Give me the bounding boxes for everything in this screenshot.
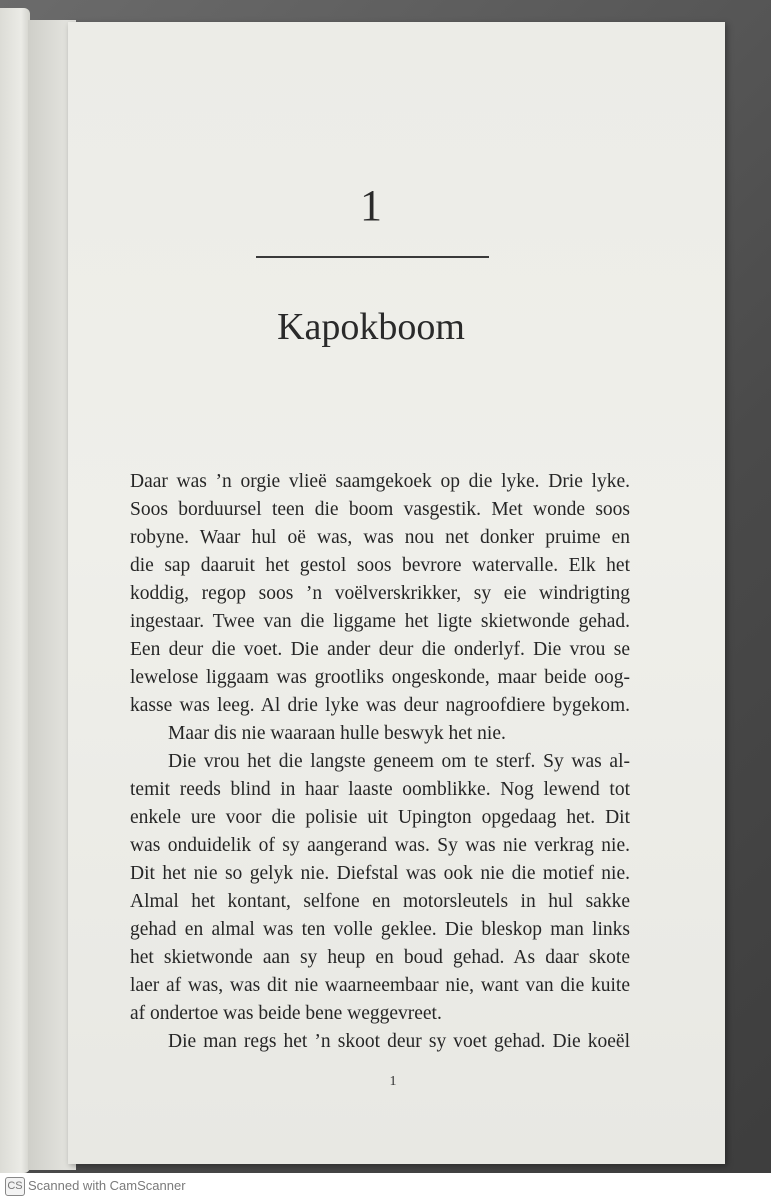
text-line: enkele ure voor die polisie uit Upington opgedaag het. Dit xyxy=(130,807,630,828)
chapter-title: Kapokboom xyxy=(277,306,465,348)
text-line: laer af was, was dit nie waarneembaar nie, want van die kuite xyxy=(130,975,630,996)
text-line: kasse was leeg. Al drie lyke was deur nagroofdiere bygekom. xyxy=(130,695,630,716)
text-line: die sap daaruit het gestol soos bevrore watervalle. Elk het xyxy=(130,555,630,576)
scanner-watermark-text: Scanned with CamScanner xyxy=(28,1178,186,1193)
book-page xyxy=(68,22,725,1164)
camscanner-logo-icon: CS xyxy=(5,1177,25,1196)
text-line: Die vrou het die langste geneem om te sterf. Sy was al- xyxy=(168,751,630,772)
scanner-watermark-bar xyxy=(0,1173,771,1200)
text-line: robyne. Waar hul oë was, was nou net donker pruime en xyxy=(130,527,630,548)
text-line: koddig, regop soos ’n voëlverskrikker, sy eie windrigting xyxy=(130,583,630,604)
text-line: het skietwonde aan sy heup en boud gehad. As daar skote xyxy=(130,947,630,968)
text-line: Daar was ’n orgie vlieë saamgekoek op die lyke. Drie lyke. xyxy=(130,471,630,492)
text-line: was onduidelik of sy aangerand was. Sy was nie verkrag nie. xyxy=(130,835,630,856)
chapter-body xyxy=(130,468,630,1056)
text-line: Dit het nie so gelyk nie. Diefstal was ook nie die motief nie. xyxy=(130,863,630,884)
text-line: Almal het kontant, selfone en motorsleutels in hul sakke xyxy=(130,891,630,912)
text-line: af ondertoe was beide bene weggevreet. xyxy=(130,1003,442,1024)
text-line: lewelose liggaam was grootliks ongeskonde, maar beide oog- xyxy=(130,667,630,688)
chapter-divider xyxy=(256,256,489,258)
text-line: gehad en almal was ten volle geklee. Die bleskop man links xyxy=(130,919,630,940)
chapter-number: 1 xyxy=(360,181,382,230)
text-line: Een deur die voet. Die ander deur die onderlyf. Die vrou se xyxy=(130,639,630,660)
previous-page-edge xyxy=(0,8,30,1173)
text-line: Soos borduursel teen die boom vasgestik. Met wonde soos xyxy=(130,499,630,520)
text-line: ingestaar. Twee van die liggame het ligte skietwonde gehad. xyxy=(130,611,630,632)
text-line: Die man regs het ’n skoot deur sy voet gehad. Die koeël xyxy=(168,1031,630,1052)
text-line: temit reeds blind in haar laaste oomblikke. Nog lewend tot xyxy=(130,779,630,800)
text-line: Maar dis nie waaraan hulle beswyk het nie. xyxy=(168,723,506,744)
page-number: 1 xyxy=(389,1074,397,1089)
